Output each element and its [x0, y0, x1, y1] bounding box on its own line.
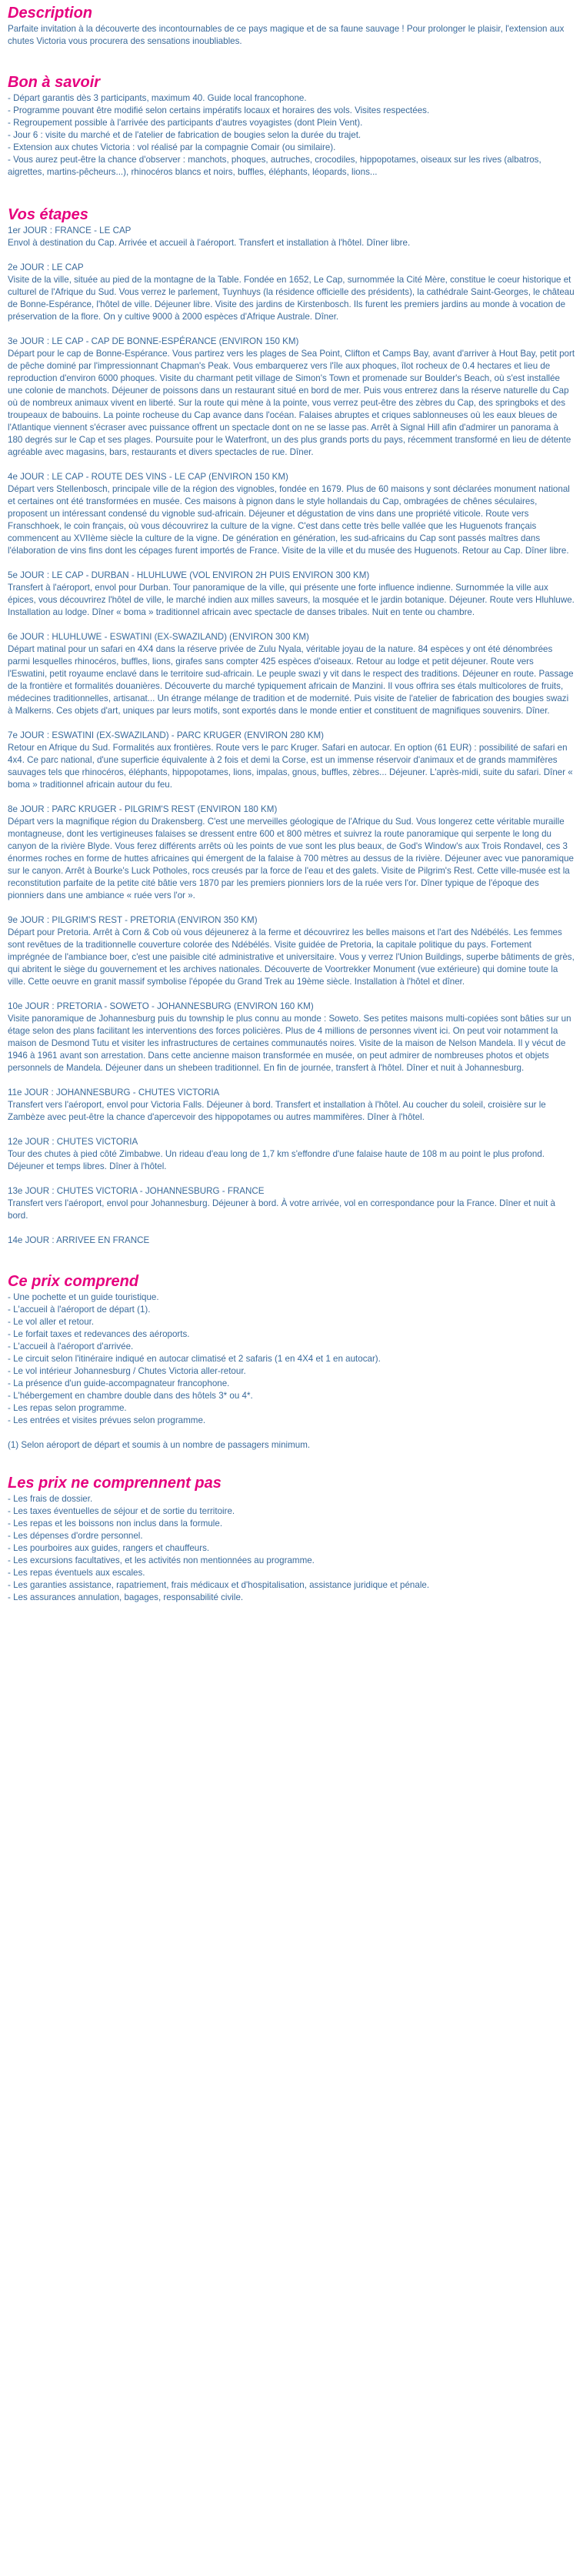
list-item: - La présence d'un guide-accompagnateur francophone. — [8, 1378, 230, 1388]
day-title: 5e JOUR : LE CAP - DURBAN - HLUHLUWE (VOL ENVIRON 2H PUIS ENVIRON 300 KM) — [8, 570, 370, 580]
day-title: 2e JOUR : LE CAP — [8, 262, 84, 272]
day-description: Départ vers Stellenbosch, principale ville de la région des vignobles, fondée en 1679. Plus de 60 maisons y sont déclarées monument national et certaines ont été transformées en musée. Ces maisons à pignon dans le style hollandais du Cap, ombragées de chênes séculaires, proposent un intéressant condensé du vignoble sud-africain. Déjeuner et dégustation de vins dans une propriété viticole. Route vers Franschhoek, le coin français, où vous découvrirez la culture de la vigne. C'est dans cette très belle vallée que les Huguenots français commencent au XVIIème siècle la culture de la vigne. De génération en génération, les sud-africains du Cap sont passés maîtres dans l'élaboration de vins fins dont les cépages furent importés de France. Visite de la ville et du musée des Huguenots. Retour au Cap. Dîner libre. — [8, 484, 570, 556]
itinerary-day — [8, 262, 575, 323]
day-description: Transfert vers l'aéroport, envol pour Johannesburg. Déjeuner à bord. À votre arrivée, vol en correspondance pour la France. Dîner et nuit à bord. — [8, 1198, 555, 1221]
prix-comprend-section — [8, 1268, 575, 1452]
list-item: - Les assurances annulation, bagages, responsabilité civile. — [8, 1592, 244, 1602]
list-item: - L'accueil à l'aéroport de départ (1). — [8, 1305, 151, 1315]
list-item: - Le circuit selon l'itinéraire indiqué en autocar climatisé et 2 safaris (1 en 4X4 et 1 en autocar). — [8, 1354, 381, 1364]
day-description: Transfert vers l'aéroport, envol pour Victoria Falls. Déjeuner à bord. Transfert et installation à l'hôtel. Au coucher du soleil, croisière sur le Zambèze avec peut-être la chance d'apercevoir des hippopotames ou autres mammifères. Dîner à l'hôtel. — [8, 1100, 546, 1122]
list-item: - Les taxes éventuelles de séjour et de sortie du territoire. — [8, 1506, 235, 1516]
prix-comprend-note: (1) Selon aéroport de départ et soumis à un nombre de passagers minimum. — [8, 1440, 311, 1450]
day-description: Tour des chutes à pied côté Zimbabwe. Un rideau d'eau long de 1,7 km s'effondre d'une falaise haute de 108 m au point le plus profond. Déjeuner et temps libres. Dîner à l'hôtel. — [8, 1149, 545, 1171]
itinerary-day — [8, 1185, 575, 1222]
day-title: 8e JOUR : PARC KRUGER - PILGRIM'S REST (ENVIRON 180 KM) — [8, 804, 278, 814]
list-item: - Départ garantis dès 3 participants, maximum 40. Guide local francophone. — [8, 93, 307, 103]
list-item: - Les excursions facultatives, et les activités non mentionnées au programme. — [8, 1555, 315, 1565]
itinerary-day — [8, 1235, 575, 1247]
list-item: - Les entrées et visites prévues selon programme. — [8, 1415, 206, 1425]
list-item: - Regroupement possible à l'arrivée des participants d'autres voyagistes (dont Plein Vent). — [8, 118, 363, 128]
itinerary-day — [8, 570, 575, 619]
itinerary-day — [8, 1001, 575, 1074]
prix-comprend-list — [8, 1291, 575, 1427]
list-item: - Extension aux chutes Victoria : vol réalisé par la compagnie Comair (ou similaire). — [8, 142, 336, 152]
day-title: 4e JOUR : LE CAP - ROUTE DES VINS - LE CAP (ENVIRON 150 KM) — [8, 472, 288, 482]
itinerary-day — [8, 914, 575, 988]
etapes-section — [8, 202, 575, 1247]
list-item: - Les dépenses d'ordre personnel. — [8, 1531, 143, 1541]
prix-non-comprend-list — [8, 1493, 575, 1604]
day-description: Départ vers la magnifique région du Drakensberg. C'est une merveilles géologique de l'Afrique du Sud. Vous longerez cette véritable muraille montagneuse, dont les vertigineuses falaises se dressent entre 600 et 800 mètres et suivrez la route panoramique qui serpente le long du canyon de la rivière Blyde. Vous ferez différents arrêts où les points de vue sont les plus beaux, de God's Window's aux Trois Rondavel, ces 3 énormes roches en forme de huttes africaines qui émergent de la falaise à 700 mètres au dessus de la rivière. Déjeuner avec vue panoramique sur le canyon. Arrêt à Bourke's Luck Potholes, rocs creusés par la force de l'eau et des galets. Visite de Pilgrim's Rest. Cette ville-musée est la reconstitution parfaite de la petite cité bâtie vers 1870 par les premiers pionniers lors de la ruée vers l'or. Dîner typique de l'époque des pionniers dans une ambiance « ruée vers l'or ». — [8, 817, 574, 900]
prix-comprend-heading: Ce prix comprend — [8, 1273, 139, 1290]
day-title: 11e JOUR : JOHANNESBURG - CHUTES VICTORIA — [8, 1088, 220, 1098]
list-item: - L'accueil à l'aéroport d'arrivée. — [8, 1341, 134, 1351]
prix-non-comprend-heading: Les prix ne comprennent pas — [8, 1475, 222, 1492]
itinerary-day — [8, 730, 575, 791]
list-item: - Les repas et les boissons non inclus dans la formule. — [8, 1519, 223, 1529]
etapes-heading: Vos étapes — [8, 206, 88, 223]
list-item: - Le forfait taxes et redevances des aéroports. — [8, 1329, 190, 1339]
list-item: - Les pourboires aux guides, rangers et chauffeurs. — [8, 1543, 210, 1553]
itinerary-day — [8, 631, 575, 717]
day-title: 13e JOUR : CHUTES VICTORIA - JOHANNESBURG - FRANCE — [8, 1186, 265, 1196]
day-title: 3e JOUR : LE CAP - CAP DE BONNE-ESPÉRANCE (ENVIRON 150 KM) — [8, 336, 299, 346]
day-description: Retour en Afrique du Sud. Formalités aux frontières. Route vers le parc Kruger. Safari en autocar. En option (61 EUR) : possibilité de safari en 4x4. Ce parc national, d'une superficie équivalente à 2 fois et demi la Corse, est un immense réservoir d'animaux et de grands mammifères sauvages tels que rhinocéros, éléphants, hippopotames, lions, impalas, gnous, buffles, zèbres... Déjeuner. L'après-midi, suite du safari. Dîner « boma » traditionnel africain autour du feu. — [8, 743, 573, 790]
list-item: - L'hébergement en chambre double dans des hôtels 3* ou 4*. — [8, 1391, 253, 1401]
list-item: - Les garanties assistance, rapatriement, frais médicaux et d'hospitalisation, assistance juridique et pénale. — [8, 1580, 430, 1590]
list-item: - Programme pouvant être modifié selon certains impératifs locaux et horaires des vols. Visites respectées. — [8, 105, 430, 115]
list-item: - Les repas selon programme. — [8, 1403, 127, 1413]
day-description: Visite panoramique de Johannesburg puis du township le plus connu au monde : Soweto. Ses petites maisons multi-copiées sont bâties sur un étage selon des plans facilitant les interventions des forces policières. Plus de 4 millions de personnes vivent ici. On peut voir notamment la maison de Desmond Tutu et visiter les infrastructures de certaines communautés noires. Visite de la maison de Nelson Mandela. Il y vécut de 1946 à 1961 avant son arrestation. Dans cette ancienne maison transformée en musée, on peut admirer de nombreuses photos et objets personnels de Mandela. Déjeuner dans un shebeen traditionnel. En fin de journée, transfert à l'hôtel. Dîner et nuit à Johannesburg. — [8, 1014, 571, 1073]
prix-non-comprend-section — [8, 1470, 575, 1604]
itinerary-day — [8, 336, 575, 459]
itinerary-day — [8, 1087, 575, 1124]
description-heading: Description — [8, 5, 93, 22]
list-item: - Les repas éventuels aux escales. — [8, 1568, 145, 1578]
bon-a-savoir-section — [8, 69, 575, 179]
itinerary-day — [8, 1136, 575, 1173]
itinerary-days — [8, 225, 575, 1247]
list-item: - Vous aurez peut-être la chance d'observer : manchots, phoques, autruches, crocodiles, hippopotames, oiseaux sur les rives (albatros, aigrettes, martins-pêcheurs...), rhinocéros blancs et noirs, buffles, éléphants, léopards, lions... — [8, 155, 541, 177]
day-description: Départ matinal pour un safari en 4X4 dans la réserve privée de Zulu Nyala, véritable joyau de la nature. 84 espèces y ont été dénombrées parmi lesquelles rhinocéros, buffles, lions, girafes sans compter 425 espèces d'oiseaux. Retour au lodge et petit déjeuner. Route vers l'Eswatini, petit royaume enclavé dans le territoire sud-africain. Le peuple swazi y vit dans le respect des traditions. Déjeuner en route. Passage de la frontière et formalités douanières. Découverte du marché typiquement africain de Manzini. Il vous offrira ses étals multicolores de fruits, médecines traditionnelles, artisanat... Un étrange mélange de tradition et de modernité. Puis visite de l'atelier de fabrication des bougies swazi à Malkerns. Ces objets d'art, uniques par leurs motifs, sont exportés dans le monde entier et constituent de magnifiques souvenirs. Dîner. — [8, 644, 574, 716]
day-title: 9e JOUR : PILGRIM'S REST - PRETORIA (ENVIRON 350 KM) — [8, 915, 258, 925]
list-item: - Jour 6 : visite du marché et de l'atelier de fabrication de bougies selon la durée du trajet. — [8, 130, 361, 140]
bon-a-savoir-heading: Bon à savoir — [8, 74, 101, 91]
list-item: - Le vol intérieur Johannesburg / Chutes Victoria aller-retour. — [8, 1366, 246, 1376]
day-title: 10e JOUR : PRETORIA - SOWETO - JOHANNESBURG (ENVIRON 160 KM) — [8, 1001, 314, 1011]
day-title: 6e JOUR : HLUHLUWE - ESWATINI (EX-SWAZILAND) (ENVIRON 300 KM) — [8, 632, 309, 642]
day-description: Départ pour le cap de Bonne-Espérance. Vous partirez vers les plages de Sea Point, Clifton et Camps Bay, avant d'arriver à Hout Bay, petit port de pêche dominé par l'impressionnant Chapman's Peak. Vous embarquerez vers l'île aux phoques, îlot rocheux de 0.4 hectares et lieu de reproduction d'environ 6000 phoques. Visite du charmant petit village de Simon's Town et promenade sur Boulder's Beach, où s'est installée une colonie de manchots. Déjeuner de poissons dans un restaurant situé en bord de mer. Puis vous entrerez dans la réserve naturelle du Cap où de nombreux animaux vivent en liberté. Sur la route qui mène à la pointe, vous verrez peut-être des zèbres du Cap, des springboks et des troupeaux de babouins. La pointe rocheuse du Cap avance dans l'océan. Falaises abruptes et criques sablonneuses où les eaux bleues de l'Atlantique viennent s'écraser avec puissance offrent un spectacle dont on ne se lasse pas. Arrêt à Signal Hill afin d'admirer un panorama à 180 degrés sur le Cap et ses plages. Poursuite pour le Waterfront, un des plus grands ports du pays, récemment transformé en lieu de détente agréable avec magasins, bars, restaurants et divers spectacles de rue. Dîner. — [8, 349, 575, 457]
list-item: - Le vol aller et retour. — [8, 1317, 95, 1327]
day-description: Visite de la ville, située au pied de la montagne de la Table. Fondée en 1652, Le Cap, surnommée la Cité Mère, constitue le coeur historique et culturel de l'Afrique du Sud. Vous verrez le parlement, Tuynhuys (la résidence officielle des présidents), la cathédrale Saint-Georges, le château de Bonne-Espérance, l'hôtel de ville. Déjeuner libre. Visite des jardins de Kirstenbosch. Ils furent les premiers jardins au monde à vocation de préservation de la flore. On y cultive 9000 à 2000 espèces d'Afrique Australe. Dîner. — [8, 275, 575, 322]
list-item: - Une pochette et un guide touristique. — [8, 1292, 159, 1302]
day-description: Envol à destination du Cap. Arrivée et accueil à l'aéroport. Transfert et installation à l'hôtel. Dîner libre. — [8, 238, 411, 248]
day-description: Départ pour Pretoria. Arrêt à Corn & Cob où vous déjeunerez à la ferme et découvrirez les belles maisons et l'art des Ndébélés. Les femmes sont revêtues de la traditionnelle couverture colorée des Ndébélés. Visite guidée de Pretoria, la capitale politique du pays. Fortement imprégnée de l'ambiance boer, c'est une paisible cité administrative et universitaire. Vous y verrez l'Union Buildings, superbe bâtiments de grès, qui abritent le siège du gouvernement et les archives nationales. Découverte de Voortrekker Monument (vue extérieure) qui domine toute la ville. Cette oeuvre en granit massif symbolise l'épopée du Grand Trek au 19ème siècle. Installation à l'hôtel et dîner. — [8, 927, 575, 987]
description-section — [8, 0, 575, 48]
list-item: - Les frais de dossier. — [8, 1494, 93, 1504]
description-text: Parfaite invitation à la découverte des incontournables de ce pays magique et de sa faune sauvage ! Pour prolonger le plaisir, l'extension aux chutes Victoria vous procurera des sensations inoubliables. — [8, 24, 565, 46]
itinerary-day — [8, 804, 575, 902]
itinerary-day — [8, 225, 575, 249]
itinerary-day — [8, 471, 575, 557]
day-title: 12e JOUR : CHUTES VICTORIA — [8, 1137, 138, 1147]
day-description: Transfert à l'aéroport, envol pour Durban. Tour panoramique de la ville, qui présente une forte influence indienne. Surnommée la ville aux épices, vous découvrirez l'hôtel de ville, le marché indien aux milles saveurs, la mosquée et le jardin botanique. Déjeuner. Route vers Hluhluwe. Installation au lodge. Dîner « boma » traditionnel africain avec spectacle de danses tribales. Nuit en tente ou chambre. — [8, 583, 575, 617]
day-title: 1er JOUR : FRANCE - LE CAP — [8, 226, 132, 236]
day-title: 7e JOUR : ESWATINI (EX-SWAZILAND) - PARC KRUGER (ENVIRON 280 KM) — [8, 730, 324, 740]
day-title: 14e JOUR : ARRIVEE EN FRANCE — [8, 1235, 150, 1245]
bon-a-savoir-list — [8, 92, 575, 179]
